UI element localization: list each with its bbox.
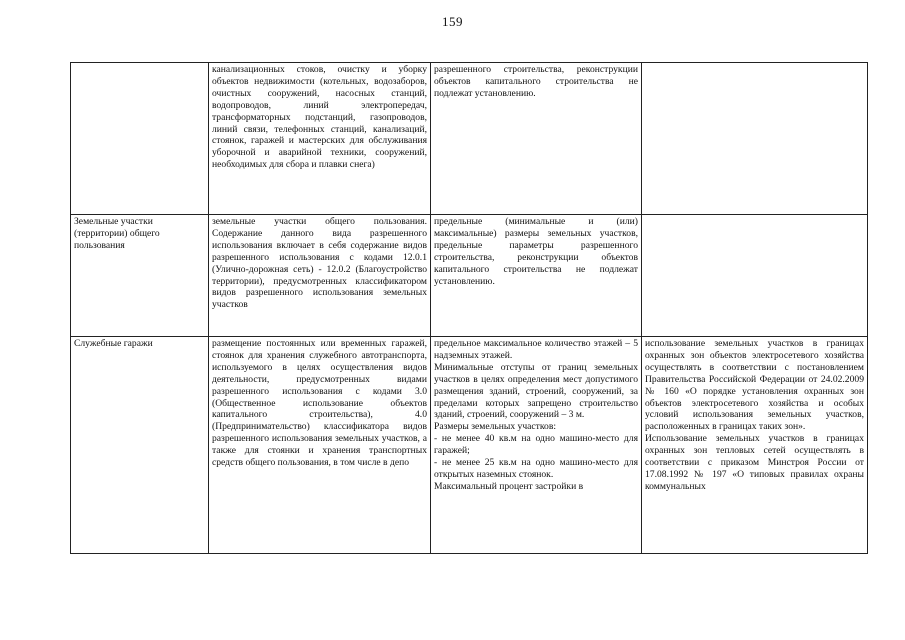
land-use-type-cell: Служебные гаражи [71,337,209,554]
table-row [71,337,868,554]
regulations-table [70,62,868,554]
land-use-description-cell: размещение постоянных или временных гаражей, стоянок для хранения служебного автотранспорта, используемого в целях осуществления видов деятельности, предусмотренных видами разрешенного использования с кодами 3.0 (Общественное использование объектов капитального строительства), 4.0 (Предпринимательство) классификатора видов разрешенного использования земельных участков, а также для стоянки и хранения транспортных средств общего пользования, в том числе в депо [209,337,431,554]
table-row [71,215,868,337]
limit-parameters-cell: разрешенного строительства, реконструкции объектов капитального строительства не подлежат установлению. [431,63,642,215]
land-use-description-cell: канализационных стоков, очистку и уборку объектов недвижимости (котельных, водозаборов, очистных сооружений, насосных станций, водопроводов, линий электропередач, трансформаторных подстанций, газопроводов, линий связи, телефонных станций, канализаций, стоянок, гаражей и мастерских для обслуживания уборочной и аварийной техники, сооружений, необходимых для сбора и плавки снега) [209,63,431,215]
limit-parameters-text: предельное максимальное количество этажей – 5 надземных этажей. Минимальные отступы от границ земельных участков в целях определения мест допустимого размещения зданий, строений, сооружений, за пределами которых запрещено строительство зданий, строений, сооружений – 3 м. Размеры земельных участков: - не менее 40 кв.м на одно машино-место для гаражей; - не менее 25 кв.м на одно машино-место для открытых наземных стоянок. Максимальный процент застройки в [434,338,638,492]
page-number: 159 [442,14,463,29]
land-use-type-cell [71,63,209,215]
table-row [71,63,868,215]
restrictions-text: использование земельных участков в границах охранных зон объектов электросетевого хозяйства осуществлять в соответствии с постановлением Правительства Российской Федерации от 24.02.2009 № 160 «О порядке установления охранных зон объектов электросетевого хозяйства и особых условий использования земельных участков, расположенных в границах таких зон». Использование земельных участков в границах охранных зон тепловых сетей осуществлять в соответствии с приказом Минстроя России от 17.08.1992 № 197 «О типовых правилах охраны коммунальных [645,338,864,492]
limit-parameters-cell: предельные (минимальные и (или) максимальные) размеры земельных участков, предельные параметры разрешенного строительства, реконструкции объектов капитального строительства не подлежат установлению. [431,215,642,337]
restrictions-cell [642,215,868,337]
restrictions-cell [642,337,868,554]
land-use-type-cell: Земельные участки (территории) общего пользования [71,215,209,337]
limit-parameters-cell [431,337,642,554]
restrictions-cell [642,63,868,215]
land-use-description-cell: земельные участки общего пользования. Содержание данного вида разрешенного использования включает в себя содержание видов разрешенного использования с кодами 12.0.1 (Улично-дорожная сеть) - 12.0.2 (Благоустройство территории), предусмотренных классификатором видов разрешенного использования земельных участков [209,215,431,337]
